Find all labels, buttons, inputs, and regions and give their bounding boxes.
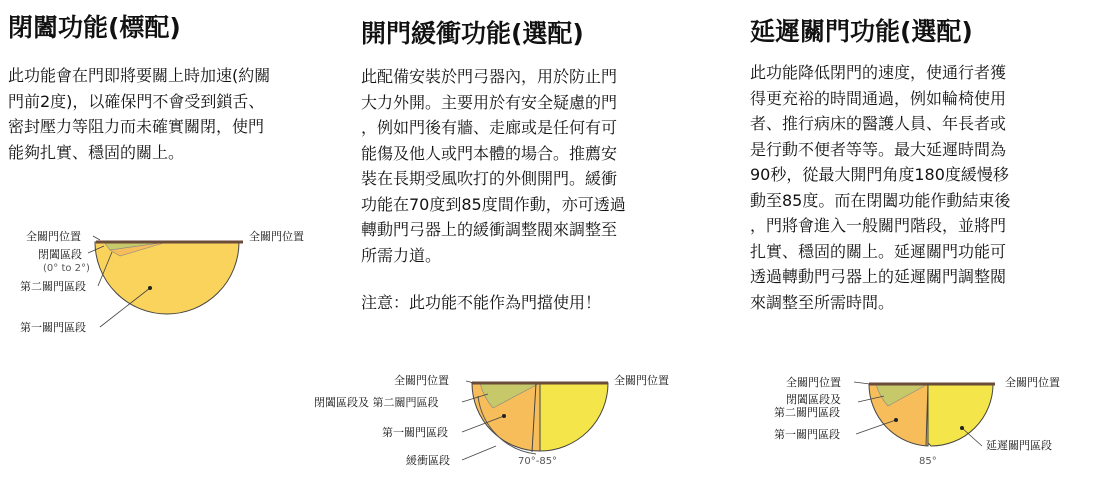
- label-full-close-right: 全關門位置: [614, 374, 669, 387]
- text-line: 轉動門弓器上的緩衝調整閥來調整至: [361, 220, 618, 239]
- text-line: 得更充裕的時間通過，例如輪椅使用: [750, 88, 1007, 108]
- closing-title: 閉闔功能(標配): [8, 13, 181, 42]
- label-full-close-left: 全關門位置: [786, 376, 841, 389]
- text-line: 動至85度。而在閉闔功能作動結束後: [750, 190, 1011, 210]
- delay-description: [750, 60, 1090, 315]
- text-line: ，門將會進入一般關門階段，並將門: [750, 216, 1007, 235]
- text-line: 密封壓力等阻力而未確實關閉，使門: [8, 117, 265, 136]
- text-line: 者、推行病床的醫護人員、年長者或: [750, 114, 1007, 133]
- label-full-close-right: 全關門位置: [1005, 376, 1060, 389]
- label-latch-and-zone2: 閉闔區段及 第二關門區段: [314, 396, 439, 409]
- door-frame-bar: [472, 382, 608, 385]
- label-zone1: 第一關門區段: [20, 321, 86, 334]
- text-line: 扎實、穩固的關上。延遲關門功能可: [750, 241, 1007, 261]
- text-line: 是行動不便者等等。最大延遲時間為: [750, 139, 1007, 159]
- label-delay-zone: 延遲關門區段: [986, 439, 1052, 452]
- label-zone2: 第二關門區段: [20, 280, 86, 293]
- label-full-close-left: 全關門位置: [26, 230, 81, 243]
- text-line: 來調整至所需時間。: [750, 292, 895, 312]
- closing-diagram: [0, 222, 340, 352]
- delay-title: 延遲關門功能(選配): [750, 17, 973, 46]
- label-zone1: 第一關門區段: [774, 428, 840, 441]
- text-line: 能夠扎實、穩固的關上。: [8, 142, 185, 162]
- backcheck-warning: 注意：此功能不能作為門擋使用！: [361, 293, 602, 312]
- text-line: 功能在70度到85度間作動，亦可透過: [361, 194, 626, 214]
- text-line: 此功能會在門即將要關上時加速(約關: [8, 66, 271, 85]
- label-backcheck-angle: 70°-85°: [518, 456, 558, 467]
- text-line: 透過轉動門弓器上的延遲關門調整閥: [750, 267, 1007, 286]
- delay-diagram: [766, 370, 1106, 480]
- label-latch-zone: 閉闔區段: [38, 248, 82, 261]
- label-latch-and: 閉闔區段及: [786, 393, 841, 406]
- text-line: ，例如門後有牆、走廊或是任何有可: [361, 118, 618, 137]
- text-line: 此配備安裝於門弓器內，用於防止門: [361, 67, 618, 86]
- closing-description: [8, 63, 338, 165]
- label-full-close-right: 全關門位置: [249, 230, 304, 243]
- backcheck-diagram: [310, 370, 730, 480]
- text-line: 能傷及他人或門本體的場合。推薦安: [361, 143, 618, 163]
- backcheck-title: 開門緩衝功能(選配): [361, 19, 584, 48]
- text-line: 門前2度)，以確保門不會受到鎖舌、: [8, 91, 265, 111]
- text-line: 所需力道。: [361, 245, 442, 265]
- label-delay-angle: 85°: [919, 456, 937, 467]
- text-line: 裝在長期受風吹打的外側開門。緩衝: [361, 169, 618, 188]
- door-frame-bar: [869, 383, 995, 386]
- label-full-close-left: 全關門位置: [394, 374, 449, 387]
- door-frame-bar: [96, 241, 243, 244]
- label-backcheck-zone: 緩衝區段: [406, 454, 450, 467]
- backcheck-description: [361, 64, 681, 268]
- label-latch-range: (0° to 2°): [43, 263, 90, 274]
- label-zone2: 第二關門區段: [774, 406, 840, 419]
- text-line: 90秒，從最大開門角度180度緩慢移: [750, 165, 1009, 184]
- text-line: 此功能降低閉門的速度，使通行者獲: [750, 63, 1007, 82]
- label-zone1: 第一關門區段: [382, 426, 448, 439]
- text-line: 大力外開。主要用於有安全疑慮的門: [361, 92, 618, 112]
